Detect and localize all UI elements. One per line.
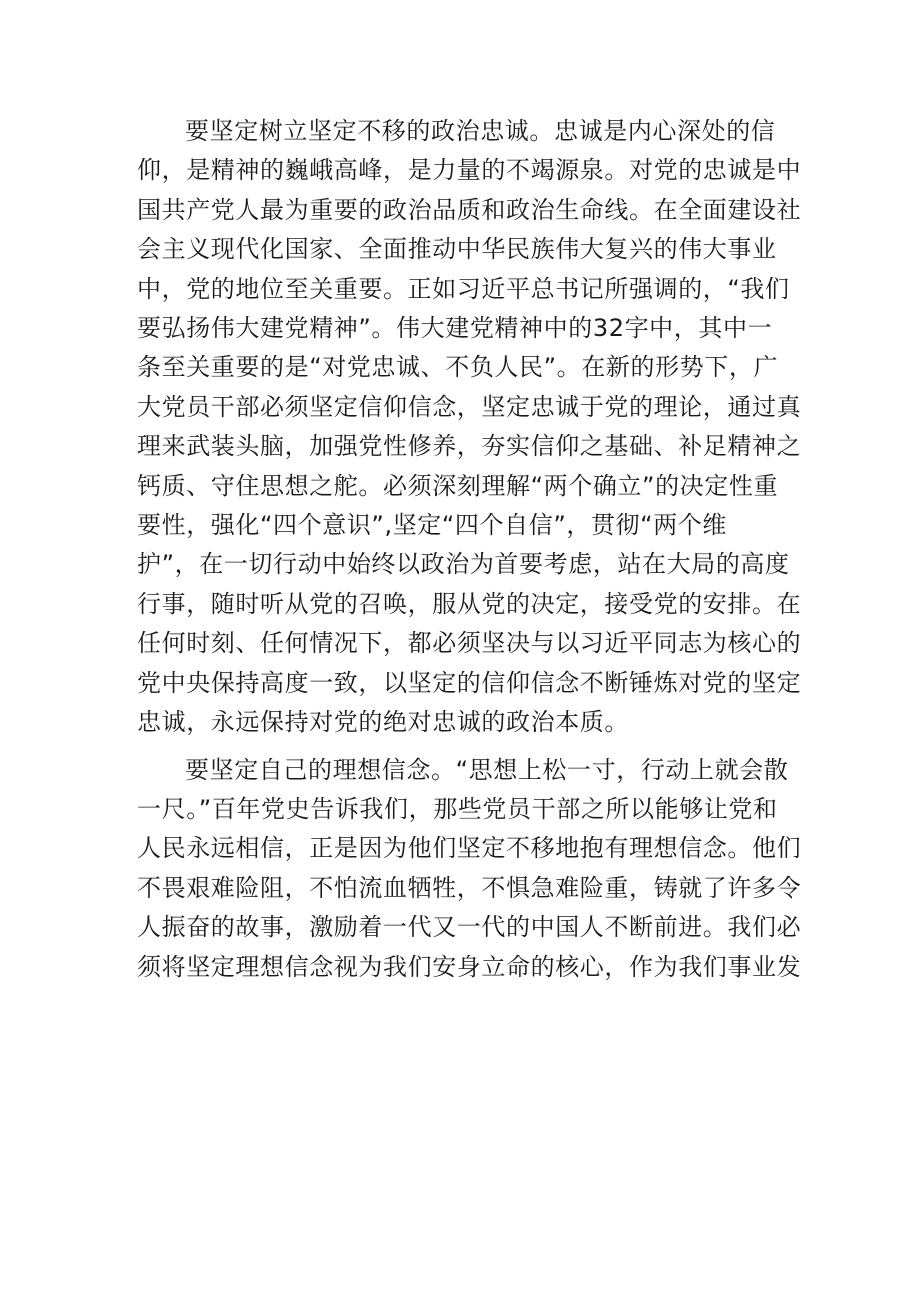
text-line: 要坚定自己的理想信念。“思想上松一寸，行动上就会散 — [185, 755, 789, 784]
text-line: 国共产党人最为重要的政治品质和政治生命线。在全面建设社 — [137, 195, 802, 224]
text-line: 大党员干部必须坚定信仰信念，坚定忠诚于党的理论，通过真 — [137, 392, 802, 421]
text-line: 护”，在一切行动中始终以政治为首要考虑，站在大局的高度 — [137, 550, 790, 579]
text-line: 人振奋的故事，激励着一代又一代的中国人不断前进。我们必 — [137, 913, 802, 942]
text-line: 钙质、守住思想之舵。必须深刻理解“两个确立”的决定性重 — [137, 471, 779, 500]
text-line: 理来武装头脑，加强党性修养，夯实信仰之基础、补足精神之 — [137, 432, 802, 461]
text-line: 忠诚，永远保持对党的绝对忠诚的政治本质。 — [137, 708, 629, 737]
text-line: 不畏艰难险阻，不怕流血牺牲，不惧急难险重，铸就了许多令 — [137, 873, 802, 902]
text-line: 要性，强化“四个意识”,坚定“四个自信”，贯彻“两个维 — [137, 511, 727, 540]
text-line: 任何时刻、任何情况下，都必须坚决与以习近平同志为核心的 — [137, 629, 802, 658]
text-line: 中，党的地位至关重要。正如习近平总书记所强调的，“我们 — [137, 274, 790, 303]
text-line: 党中央保持高度一致，以坚定的信仰信念不断锤炼对党的坚定 — [137, 668, 802, 697]
paragraph-ideals-beliefs — [137, 751, 802, 987]
text-line: 行事，随时听从党的召唤，服从党的决定，接受党的安排。在 — [137, 589, 802, 618]
paragraph-gap — [137, 743, 777, 751]
text-line: 人民永远相信，正是因为他们坚定不移地抱有理想信念。他们 — [137, 834, 802, 863]
text-line: 仰，是精神的巍峨高峰，是力量的不竭源泉。对党的忠诚是中 — [137, 156, 802, 185]
text-line: 条至关重要的是“对党忠诚、不负人民”。在新的形势下，广 — [137, 353, 779, 382]
text-line: 要弘扬伟大建党精神”。伟大建党精神中的32字中，其中一 — [137, 314, 773, 343]
text-line: 要坚定树立坚定不移的政治忠诚。忠诚是内心深处的信 — [185, 117, 776, 145]
text-line: 须将坚定理想信念视为我们安身立命的核心，作为我们事业发 — [137, 952, 802, 981]
text-line: 会主义现代化国家、全面推动中华民族伟大复兴的伟大事业 — [137, 235, 777, 264]
paragraph-political-loyalty — [137, 112, 802, 743]
document-body — [137, 112, 802, 987]
text-line: 一尺。”百年党史告诉我们，那些党员干部之所以能够让党和 — [137, 794, 778, 823]
